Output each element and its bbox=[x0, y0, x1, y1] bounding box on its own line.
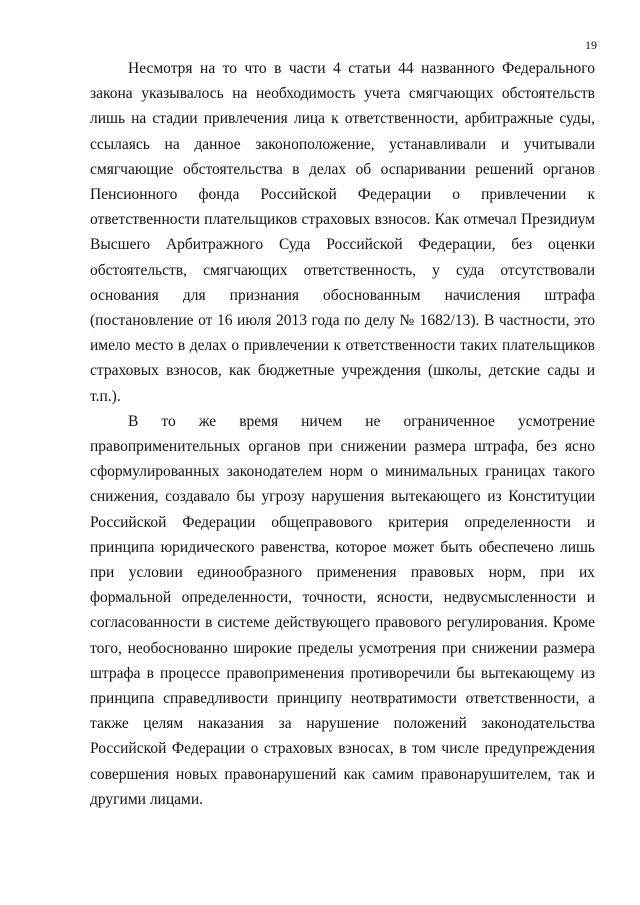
paragraph-2: В то же время ничем не ограниченное усмотрение правоприменительных органов при снижении размера штрафа, без ясно сформулированных законодателем норм о минимальных границах такого снижения, создавало бы угрозу нарушения вытекающего из Конституции Российской Федерации общеправового критерия определенности и принципа юридического равенства, которое может быть обеспечено лишь при условии единообразного применения правовых норм, при их формальной определенности, точности, ясности, недвусмысленности и согласованности в системе действующего правового регулирования. Кроме того, необоснованно широкие пределы усмотрения при снижении размера штрафа в процессе правоприменения противоречили бы вытекающему из принципа справедливости принципу неотвратимости ответственности, а также целям наказания за нарушение положений законодательства Российской Федерации о страховых взносах, в том числе предупреждения совершения новых правонарушений как самим правонарушителем, так и другими лицами. bbox=[90, 412, 595, 808]
page-number: 19 bbox=[585, 38, 597, 52]
body-text bbox=[90, 56, 595, 812]
paragraph-1: Несмотря на то что в части 4 статьи 44 названного Федерального закона указывалось на необходимость учета смягчающих обстоятельств лишь на стадии привлечения лица к ответственности, арбитражные суды, ссылаясь на данное законоположение, устанавливали и учитывали смягчающие обстоятельства в делах об оспаривании решений органов Пенсионного фонда Российской Федерации о привлечении к ответственности плательщиков страховых взносов. Как отмечал Президиум Высшего Арбитражного Суда Российской Федерации, без оценки обстоятельств, смягчающих ответственность, у суда отсутствовали основания для признания обоснованным начисления штрафа (постановление от 16 июля 2013 года по делу № 1682/13). В частности, это имело место в делах о привлечении к ответственности таких плательщиков страховых взносов, как бюджетные учреждения (школы, детские сады и т.п.). bbox=[90, 60, 595, 405]
